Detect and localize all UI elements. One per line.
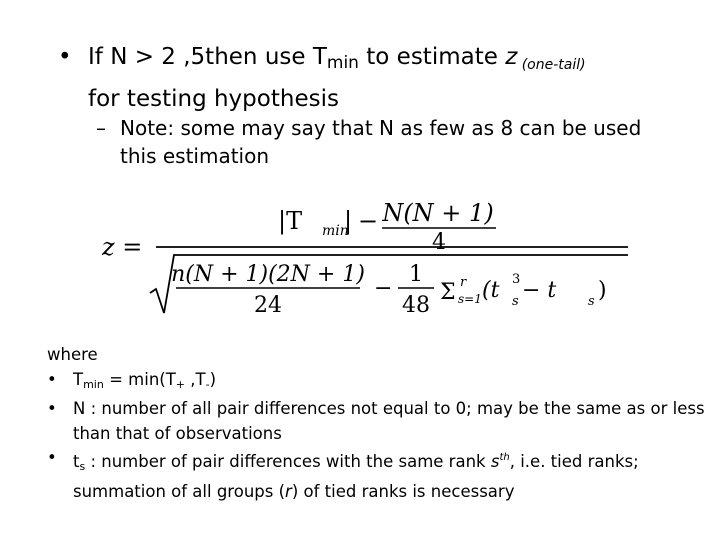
ts-r: r [285,481,292,501]
ts-s: s [490,452,500,471]
formula-abs-open: |T [278,207,303,235]
note-bullet: • [47,369,57,389]
note-item-tmin [47,368,707,398]
note-bullet: • [47,448,57,467]
frac2-num: 1 [409,262,423,287]
tail-term-sub1: s [512,294,519,309]
tmin-rest-c: ) [209,369,217,389]
note-item-ts [47,446,707,504]
main-text-sub: min [326,53,359,73]
formula-abs-sub: min [322,223,349,239]
frac2-den: 48 [402,293,430,318]
tail-term-sub2: s [588,294,595,309]
sigma-top: r [460,275,467,290]
sigma-bottom: s=1 [458,292,482,306]
main-text-pre: If N > 2 ,5then use T [88,44,327,70]
ts-sub: s [79,460,86,473]
sub-bullet-text: Note: some may say that N as few as 8 can be used this estimation [120,116,642,168]
tmin-rest-b: ,T [185,369,206,389]
ts-text-a: : number of pair differences with the same rank [85,452,491,471]
z-formula [98,185,658,325]
notes [47,343,707,504]
main-bullet-text [88,40,698,116]
main-text-line2: for testing hypothesis [88,86,339,112]
frac1-num: N(N + 1) [382,199,494,227]
sigma-symbol: Σ [440,280,456,305]
ts-th: th [499,452,510,463]
sub-bullet-marker: – [96,116,106,140]
tmin-plus: + [175,377,186,391]
formula-svg [98,185,658,325]
note-bullet: • [47,399,57,418]
formula-lhs: z = [102,233,143,261]
tail-term-mid: − t [522,278,557,303]
tmin-sub: min [83,377,104,391]
note-item-n [47,397,707,446]
rad-frac-den: 24 [254,293,282,318]
note-n-text: N : number of all pair differences not equal to 0; may be the same as or less than that of observations [73,399,705,443]
tmin-rest-a: = min(T [103,369,176,389]
formula-minus-2: − [374,276,393,301]
tmin-minus: - [205,377,210,391]
tmin-t: T [73,369,84,389]
main-text-mid: to estimate [358,44,506,70]
where-label: where [47,345,98,364]
formula-minus-1: − [358,207,379,235]
tail-term-sup: 3 [512,272,521,287]
tail-term-open: (t [482,278,500,303]
tail-term-close: ) [598,278,607,303]
one-tail-label: (one-tail) [517,57,586,73]
ts-text-b: , i.e. tied ranks; summation of all groups ( [73,452,639,501]
bullet-marker: • [58,44,72,70]
formula-abs-close: | [344,207,353,235]
ts-t: t [73,452,80,471]
ts-text-c: ) of tied ranks is necessary [291,481,515,501]
z-variable: z [505,44,518,70]
rad-frac-num: n(N + 1)(2N + 1) [171,262,365,287]
frac1-den: 4 [432,230,446,255]
